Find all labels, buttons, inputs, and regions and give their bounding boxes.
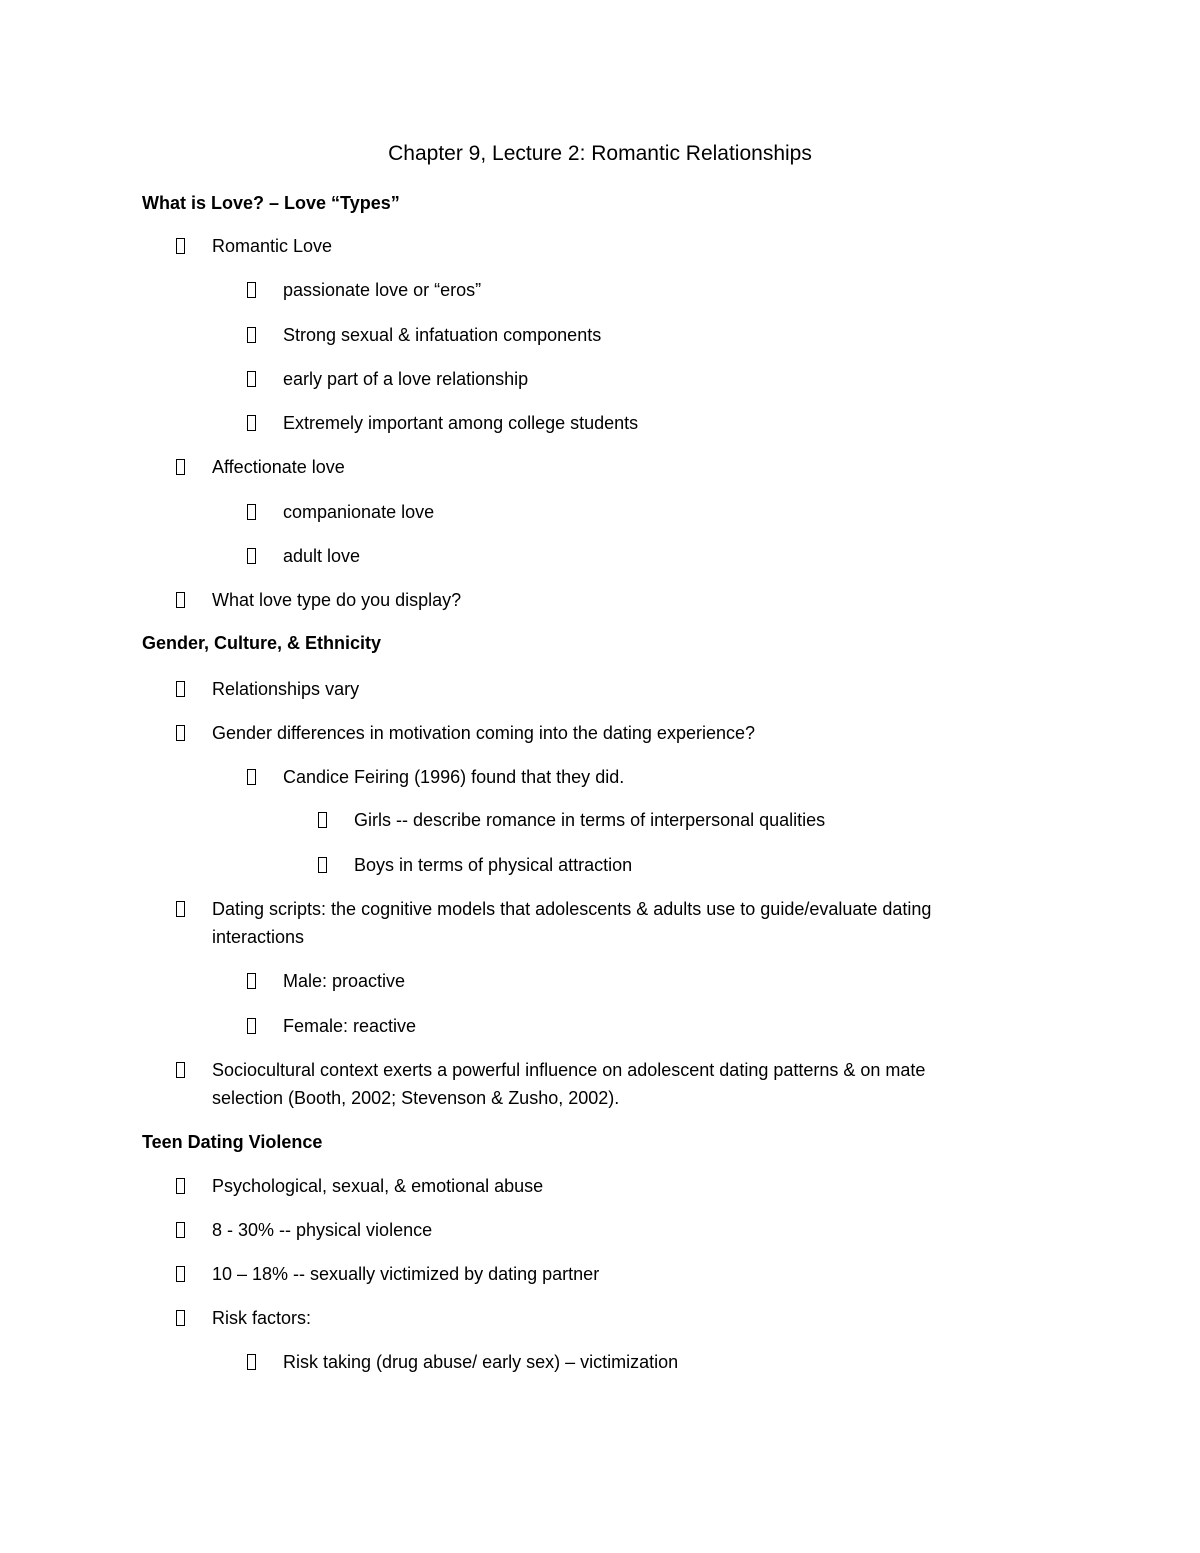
list-item: Girls -- describe romance in terms of interpersonal qualities: [354, 810, 826, 830]
list-item: Boys in terms of physical attraction: [354, 855, 633, 875]
bullet-icon: [176, 1310, 185, 1326]
bullet-icon: [176, 592, 185, 608]
section-heading-gender: Gender, Culture, & Ethnicity: [142, 633, 382, 653]
list-item: early part of a love relationship: [283, 369, 529, 389]
bullet-icon: [176, 1178, 185, 1194]
section-heading-violence: Teen Dating Violence: [142, 1132, 323, 1152]
list-item: Strong sexual & infatuation components: [283, 325, 602, 345]
list-item: Candice Feiring (1996) found that they did.: [283, 767, 625, 787]
bullet-icon: [176, 1062, 185, 1078]
list-item-continuation: interactions: [212, 927, 305, 947]
bullet-icon: [247, 1354, 256, 1370]
bullet-icon: [247, 1018, 256, 1034]
bullet-icon: [176, 459, 185, 475]
bullet-icon: [318, 812, 327, 828]
bullet-icon: [247, 371, 256, 387]
list-item: Romantic Love: [212, 236, 333, 256]
list-item: Male: proactive: [283, 971, 406, 991]
bullet-icon: [176, 681, 185, 697]
bullet-icon: [176, 901, 185, 917]
list-item: Gender differences in motivation coming into the dating experience?: [212, 723, 755, 743]
section-heading-love: What is Love? – Love “Types”: [142, 193, 400, 213]
list-item: 8 - 30% -- physical violence: [212, 1220, 433, 1240]
bullet-icon: [247, 548, 256, 564]
document-title: Chapter 9, Lecture 2: Romantic Relationships: [388, 142, 812, 165]
list-item-continuation: selection (Booth, 2002; Stevenson & Zusho, 2002).: [212, 1088, 620, 1108]
list-item: Risk taking (drug abuse/ early sex) – victimization: [283, 1352, 679, 1372]
bullet-icon: [176, 725, 185, 741]
bullet-icon: [247, 415, 256, 431]
list-item: Sociocultural context exerts a powerful influence on adolescent dating patterns & on mate: [212, 1060, 926, 1080]
bullet-icon: [247, 282, 256, 298]
list-item: Relationships vary: [212, 679, 360, 699]
bullet-icon: [318, 857, 327, 873]
bullet-icon: [176, 238, 185, 254]
list-item: Female: reactive: [283, 1016, 417, 1036]
bullet-icon: [247, 769, 256, 785]
bullet-icon: [176, 1222, 185, 1238]
list-item: What love type do you display?: [212, 590, 462, 610]
list-item: Risk factors:: [212, 1308, 312, 1328]
list-item: passionate love or “eros”: [283, 280, 482, 300]
bullet-icon: [247, 504, 256, 520]
list-item: companionate love: [283, 502, 435, 522]
bullet-icon: [176, 1266, 185, 1282]
list-item: Dating scripts: the cognitive models that adolescents & adults use to guide/evaluate dating: [212, 899, 932, 919]
list-item: Affectionate love: [212, 457, 345, 477]
bullet-icon: [247, 327, 256, 343]
bullet-icon: [247, 973, 256, 989]
list-item: Psychological, sexual, & emotional abuse: [212, 1176, 544, 1196]
list-item: adult love: [283, 546, 361, 566]
list-item: Extremely important among college students: [283, 413, 639, 433]
list-item: 10 – 18% -- sexually victimized by dating partner: [212, 1264, 600, 1284]
